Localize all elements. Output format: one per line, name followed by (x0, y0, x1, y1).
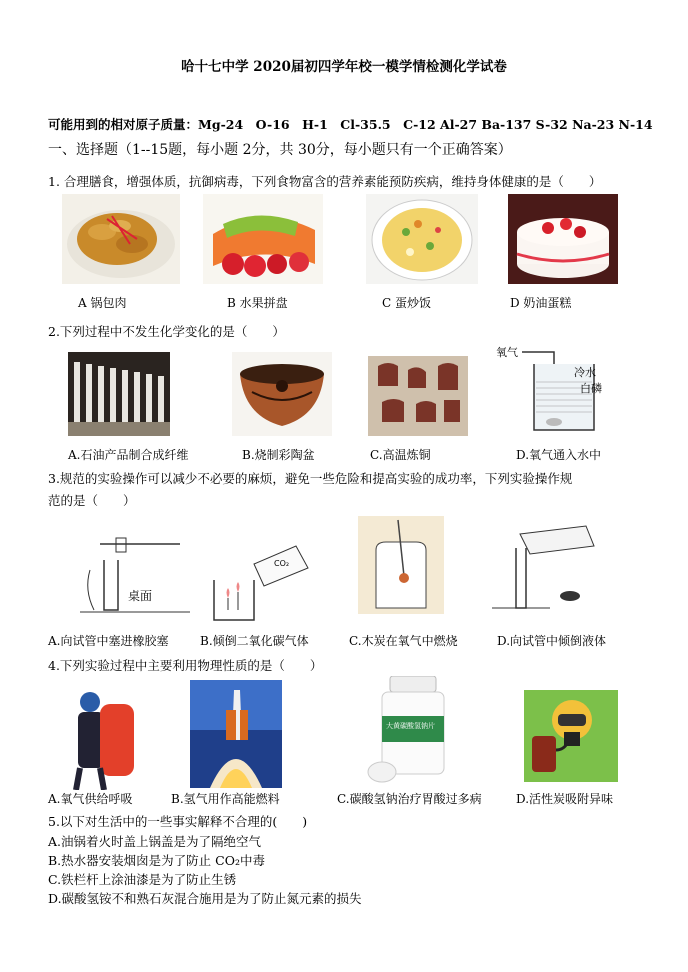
q5-option-a: A.油锅着火时盖上锅盖是为了隔绝空气 (48, 834, 262, 849)
q2-image-d-oxygen-in-water (494, 342, 618, 438)
q2-option-d: D.氧气通入水中 (516, 448, 602, 462)
q3-image-b-pour-co2 (204, 540, 310, 622)
q4-image-d-activated-carbon-mask (524, 690, 618, 782)
q1-image-b-fruit-platter (203, 194, 323, 284)
q2-image-b-painted-pottery (232, 352, 332, 436)
q1-option-a: A 锅包肉 (78, 296, 127, 310)
q2-stem: 2.下列过程中不发生化学变化的是（ ） (48, 324, 285, 339)
q5-option-b: B.热水器安装烟囱是为了防止 CO₂中毒 (48, 853, 265, 868)
q5-option-c: C.铁栏杆上涂油漆是为了防止生锈 (48, 872, 237, 887)
q1-image-c-egg-fried-rice (366, 194, 478, 284)
q4-image-c-sodium-bicarbonate (364, 676, 460, 788)
q4-option-c: C.碳酸氢钠治疗胃酸过多病 (337, 792, 482, 806)
q2-image-a-fiber-machine (68, 352, 170, 436)
q3-stem-cont: 范的是（ ） (48, 493, 136, 508)
q4-option-d: D.活性炭吸附异味 (516, 792, 614, 806)
q4-image-b-rocket-launch (190, 680, 282, 788)
q2-label-oxygen: 氧气 (496, 346, 518, 359)
q2-image-c-bronze-smelting (368, 356, 468, 436)
q4-stem: 4.下列实验过程中主要利用物理性质的是（ ） (48, 658, 323, 673)
q5-option-d: D.碳酸氢铵不和熟石灰混合施用是为了防止氮元素的损失 (48, 891, 362, 906)
section-header: 一、选择题（1--15题，每小题 2分，共 30分，每小题只有一个正确答案） (48, 142, 512, 158)
q2-option-b: B.烧制彩陶盆 (242, 448, 315, 462)
q4-label-bottle: 大黄碳酸氢钠片 (386, 722, 435, 730)
q3-stem: 3.规范的实验操作可以减少不必要的麻烦，避免一些危险和提高实验的成功率，下列实验操作规 (48, 471, 573, 486)
q3-label-desk: 桌面 (128, 589, 153, 603)
q1-option-b: B 水果拼盘 (227, 296, 288, 310)
q2-label-white-phosphorus: 白磷 (580, 382, 602, 395)
q3-option-b: B.倾倒二氧化碳气体 (200, 634, 309, 648)
q4-option-b: B.氢气用作高能燃料 (171, 792, 280, 806)
q1-image-d-cream-cake (508, 194, 618, 284)
q4-option-a: A.氧气供给呼吸 (48, 792, 133, 806)
q1-option-c: C 蛋炒饭 (382, 296, 431, 310)
q3-option-a: A.向试管中塞进橡胶塞 (48, 634, 169, 648)
q1-option-d: D 奶油蛋糕 (510, 296, 572, 310)
q5-stem: 5.以下对生活中的一些事实解释不合理的( ) (48, 814, 308, 829)
q1-image-a-guobaorou (62, 194, 180, 284)
q2-option-a: A.石油产品制合成纤维 (68, 448, 189, 462)
q2-option-c: C.高温炼铜 (370, 448, 431, 462)
exam-title: 哈十七中学 2020届初四学年校一模学情检测化学试卷 (181, 59, 507, 75)
q1-stem: 1. 合理膳食，增强体质，抗御病毒，下列食物富含的营养素能预防疾病，维持身体健康的是（ ） (48, 174, 602, 189)
atomic-masses: 可能用到的相对原子质量：Mg-24 O-16 H-1 Cl-35.5 C-12 Al-27 Ba-137 S-32 Na-23 N-14 (48, 117, 653, 132)
q3-option-c: C.木炭在氧气中燃烧 (349, 634, 458, 648)
q3-image-c-charcoal-oxygen (358, 516, 444, 614)
q3-label-co2: CO₂ (274, 559, 290, 568)
q4-image-a-breathing-apparatus (60, 686, 152, 790)
q2-label-cold-water: 冷水 (574, 366, 596, 379)
q3-image-a-insert-stopper (80, 530, 190, 620)
q3-option-d: D.向试管中倾倒液体 (497, 634, 607, 648)
q3-image-d-pour-liquid (490, 524, 608, 614)
